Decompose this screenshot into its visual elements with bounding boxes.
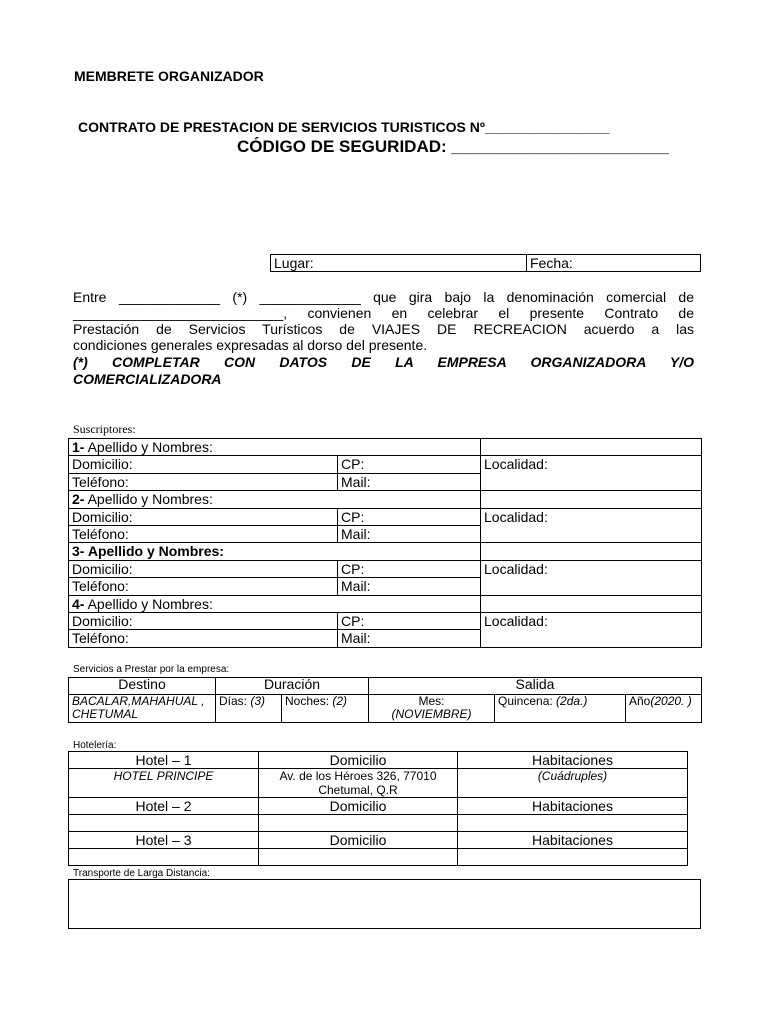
intro-line-3: Prestación de Servicios Turísticos de VIAJES DE RECREACION acuerdo a las [73, 321, 694, 337]
note-line-1: (*) COMPLETAR CON DATOS DE LA EMPRESA ORGANIZADORA Y/O [73, 354, 694, 370]
intro-line-1: Entre _____________ (*) _____________ que gira bajo la denominación comercial de [73, 289, 694, 305]
subscriber-1-mail-field[interactable]: Mail: [338, 473, 481, 490]
subscriber-1-name-row [69, 439, 702, 456]
subscriber-1-address-field[interactable]: Domicilio: [69, 456, 338, 473]
subscriber-1-phone-field[interactable]: Teléfono: [69, 473, 338, 490]
subscriber-1-locality-field[interactable]: Localidad: [481, 456, 702, 473]
subscriber-2-locality-field[interactable]: Localidad: [481, 508, 702, 525]
intro-line-4: condiciones generales expresadas al dorso del presente. [73, 337, 428, 353]
month-field[interactable] [369, 695, 495, 723]
name-label: Apellido y Nombres: [87, 595, 213, 612]
hotel-2-address[interactable] [259, 815, 458, 832]
month-label: Mes: [418, 694, 445, 708]
intro-line-2: ___________________________, convienen en celebrar el presente Contrato de [73, 305, 694, 321]
subscriber-3-phone-field[interactable]: Teléfono: [69, 578, 338, 595]
subscriber-3-address-field[interactable]: Domicilio: [69, 560, 338, 577]
year-label: Año [629, 694, 651, 708]
fortnight-field[interactable] [495, 695, 626, 723]
security-code: CÓDIGO DE SEGURIDAD: _______________________ [237, 137, 669, 156]
hotel-1-address-header: Domicilio [259, 752, 458, 769]
hotel-1-rooms[interactable]: (Cuádruples) [458, 769, 688, 798]
year-value: (2020. ) [650, 694, 692, 708]
hotel-2-rooms[interactable] [458, 815, 688, 832]
subscribers-title: Suscriptores: [73, 422, 136, 436]
subscriber-4-locality-field[interactable]: Localidad: [481, 612, 702, 629]
subscriber-3-mail-field[interactable]: Mail: [338, 578, 481, 595]
blank-cell [338, 439, 481, 456]
hotel-3-name[interactable] [69, 849, 259, 866]
blank-cell [481, 439, 702, 456]
subscribers-table [68, 438, 702, 648]
fortnight-label: Quincena: [498, 694, 557, 708]
hotels-table [68, 751, 688, 866]
duration-header: Duración [216, 678, 369, 695]
hotel-2-address-header: Domicilio [259, 798, 458, 815]
hotel-3-rooms-header: Habitaciones [458, 832, 688, 849]
services-table [68, 677, 702, 723]
year-field[interactable] [626, 695, 702, 723]
note-line-2: COMERCIALIZADORA [73, 371, 222, 387]
subscriber-4-name-field[interactable] [69, 595, 338, 612]
hotel-3-address[interactable] [259, 849, 458, 866]
subscriber-4-cp-field[interactable]: CP: [338, 612, 481, 629]
blank-cell [481, 578, 702, 595]
hotel-1-name[interactable]: HOTEL PRINCIPE [69, 769, 259, 798]
services-title: Servicios a Prestar por la empresa: [73, 664, 230, 675]
name-label: Apellido y Nombres: [87, 543, 224, 560]
subscriber-1-name-field[interactable] [69, 439, 338, 456]
hotel-1-rooms-header: Habitaciones [458, 752, 688, 769]
hotel-1-header: Hotel – 1 [69, 752, 259, 769]
hotel-1-address[interactable]: Av. de los Héroes 326, 77010 Chetumal, Q.R [259, 769, 458, 798]
transport-field[interactable] [68, 879, 701, 929]
fortnight-value: (2da.) [556, 694, 588, 708]
days-label: Días: [219, 694, 251, 708]
hotel-2-header: Hotel – 2 [69, 798, 259, 815]
date-field[interactable]: Fecha: [527, 255, 701, 272]
destination-header: Destino [69, 678, 216, 695]
subscriber-number: 1- [72, 439, 85, 455]
membrete-organizador: MEMBRETE ORGANIZADOR [74, 68, 264, 84]
blank-cell [338, 543, 481, 560]
subscriber-4-address-field[interactable]: Domicilio: [69, 612, 338, 629]
hotel-3-address-header: Domicilio [259, 832, 458, 849]
subscriber-4-mail-field[interactable]: Mail: [338, 630, 481, 647]
subscriber-3-name-field[interactable] [69, 543, 338, 560]
hotel-2-rooms-header: Habitaciones [458, 798, 688, 815]
blank-cell [481, 630, 702, 647]
place-date-table [270, 254, 701, 272]
destination-field[interactable]: BACALAR,MAHAHUAL , CHETUMAL [69, 695, 216, 723]
subscriber-3-locality-field[interactable]: Localidad: [481, 560, 702, 577]
name-label: Apellido y Nombres: [87, 439, 213, 455]
subscriber-4-phone-field[interactable]: Teléfono: [69, 630, 338, 647]
nights-label: Noches: [285, 694, 333, 708]
blank-cell [481, 491, 702, 508]
blank-cell [338, 491, 481, 508]
month-value: (NOVIEMBRE) [391, 707, 472, 721]
place-field[interactable]: Lugar: [271, 255, 527, 272]
transport-title: Transporte de Larga Distancia: [73, 868, 210, 879]
blank-cell [481, 525, 702, 542]
blank-cell [481, 473, 702, 490]
contract-title: CONTRATO DE PRESTACION DE SERVICIOS TURISTICOS Nº________________ [78, 119, 610, 135]
hotel-3-header: Hotel – 3 [69, 832, 259, 849]
subscriber-2-address-field[interactable]: Domicilio: [69, 508, 338, 525]
subscriber-2-cp-field[interactable]: CP: [338, 508, 481, 525]
hotel-2-name[interactable] [69, 815, 259, 832]
days-value: (3) [250, 694, 266, 708]
blank-cell [481, 543, 702, 560]
subscriber-2-phone-field[interactable]: Teléfono: [69, 525, 338, 542]
departure-header: Salida [369, 678, 702, 695]
subscriber-number: 2- [72, 491, 85, 508]
subscriber-2-name-field[interactable] [69, 491, 338, 508]
subscriber-number: 4- [72, 595, 85, 612]
subscriber-number: 3- [72, 543, 85, 560]
days-field[interactable] [216, 695, 282, 723]
hotels-title: Hotelería: [73, 740, 117, 751]
blank-cell [481, 595, 702, 612]
subscriber-1-cp-field[interactable]: CP: [338, 456, 481, 473]
hotel-3-rooms[interactable] [458, 849, 688, 866]
subscriber-2-mail-field[interactable]: Mail: [338, 525, 481, 542]
name-label: Apellido y Nombres: [87, 491, 213, 508]
subscriber-3-cp-field[interactable]: CP: [338, 560, 481, 577]
nights-value: (2) [332, 694, 348, 708]
nights-field[interactable] [282, 695, 369, 723]
blank-cell [338, 595, 481, 612]
